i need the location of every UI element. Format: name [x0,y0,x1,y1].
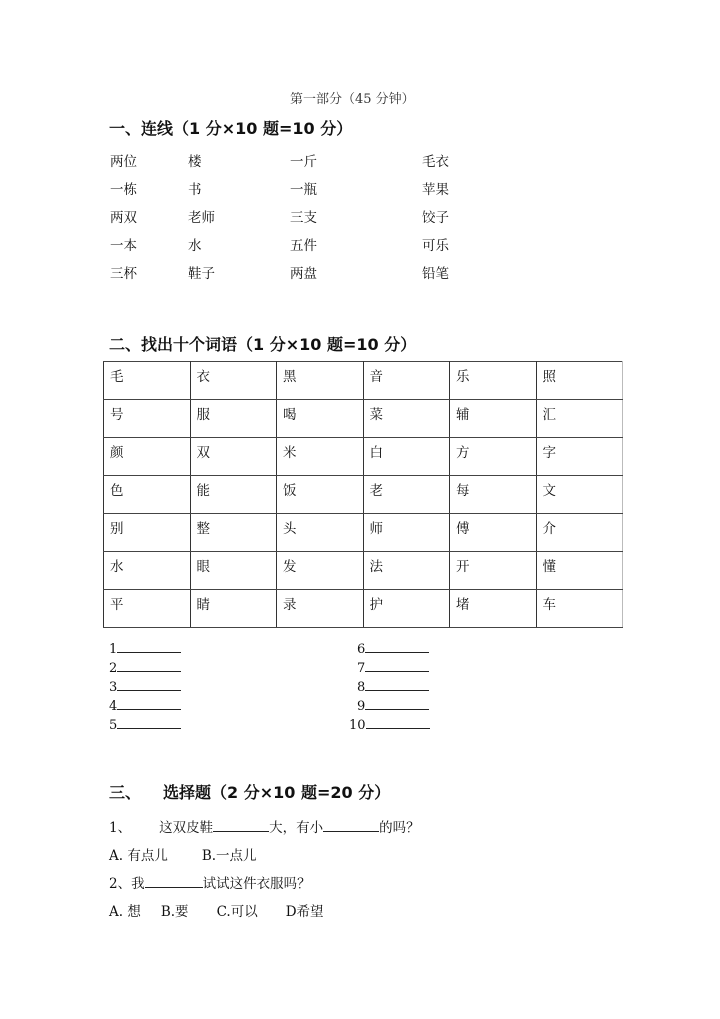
match-col4-item: 饺子 [422,210,449,226]
option-d[interactable]: D希望 [285,904,324,920]
section3-number: 三、 [109,783,142,802]
match-col4-item: 毛衣 [422,154,449,170]
section1-heading: 一、连线（1 分×10 题=10 分） [109,119,353,138]
section3-heading [109,780,390,803]
answer-line[interactable] [109,697,181,714]
answer-line[interactable] [357,697,429,714]
grid-cell: 每 [450,476,537,514]
grid-cell: 车 [536,590,623,628]
grid-row [104,590,623,628]
grid-cell: 双 [190,438,277,476]
answer-blank[interactable] [117,697,181,710]
answer-blank[interactable] [213,819,269,832]
match-col1-item: 两双 [110,210,137,226]
section3-title: 选择题（2 分×10 题=20 分） [163,783,391,802]
grid-cell: 号 [104,400,191,438]
grid-cell: 毛 [104,362,191,400]
answer-line[interactable] [357,640,429,657]
grid-cell: 水 [104,552,191,590]
grid-cell: 字 [536,438,623,476]
answer-blank[interactable] [366,716,430,729]
grid-cell: 眼 [190,552,277,590]
answer-number: 4 [109,699,118,714]
answer-blank[interactable] [117,640,181,653]
grid-cell: 头 [277,514,364,552]
answer-blank[interactable] [323,819,379,832]
grid-cell: 睛 [190,590,277,628]
grid-cell: 护 [363,590,450,628]
grid-cell: 堵 [450,590,537,628]
answer-blank[interactable] [365,659,429,672]
answer-blank[interactable] [117,659,181,672]
grid-row [104,476,623,514]
grid-cell: 汇 [536,400,623,438]
grid-cell: 介 [536,514,623,552]
match-col1-item: 两位 [110,154,137,170]
match-col4-item: 苹果 [422,182,449,198]
answer-number: 2 [109,661,118,676]
match-col4-item: 可乐 [422,238,449,254]
match-col2-item: 水 [188,238,202,254]
grid-cell: 黑 [277,362,364,400]
answer-line[interactable] [357,659,429,676]
grid-cell: 录 [277,590,364,628]
match-col3-item: 一斤 [290,154,317,170]
section2-heading: 二、找出十个词语（1 分×10 题=10 分） [109,335,417,354]
grid-cell: 能 [190,476,277,514]
answer-line[interactable] [109,716,181,733]
question-2 [109,872,311,892]
match-col3-item: 一瓶 [290,182,317,198]
answer-number: 8 [357,680,366,695]
grid-cell: 傅 [450,514,537,552]
answer-blank[interactable] [117,716,181,729]
grid-cell: 文 [536,476,623,514]
answer-blank[interactable] [365,678,429,691]
grid-cell: 发 [277,552,364,590]
match-col1-item: 一栋 [110,182,137,198]
grid-cell: 颜 [104,438,191,476]
answer-number: 9 [357,699,366,714]
grid-row [104,438,623,476]
match-col2-item: 楼 [188,154,202,170]
answer-blank[interactable] [365,640,429,653]
grid-row [104,552,623,590]
grid-cell: 衣 [190,362,277,400]
grid-cell: 懂 [536,552,623,590]
answer-line[interactable] [109,640,181,657]
grid-cell: 服 [190,400,277,438]
match-col2-item: 老师 [188,210,215,226]
grid-row [104,400,623,438]
answer-line[interactable] [349,716,430,733]
question-1 [109,816,420,836]
answer-line[interactable] [109,678,181,695]
match-col1-item: 三杯 [110,266,137,282]
match-col1-item: 一本 [110,238,137,254]
grid-cell: 开 [450,552,537,590]
grid-cell: 方 [450,438,537,476]
answer-number: 5 [109,718,118,733]
question-text: 这双皮鞋 [159,820,214,836]
question-text: 试试这件衣服吗？ [202,876,311,892]
match-col2-item: 鞋子 [188,266,215,282]
answer-blank[interactable] [365,697,429,710]
grid-cell: 菜 [363,400,450,438]
answer-blank[interactable] [117,678,181,691]
match-col3-item: 五件 [290,238,317,254]
answer-number: 1 [109,642,118,657]
grid-cell: 饭 [277,476,364,514]
grid-cell: 整 [190,514,277,552]
grid-cell: 乐 [450,362,537,400]
question-number: 2、我 [109,876,145,892]
grid-cell: 辅 [450,400,537,438]
question-1-options [109,844,257,864]
grid-cell: 老 [363,476,450,514]
match-col2-item: 书 [188,182,202,198]
question-2-options [109,900,324,920]
grid-cell: 音 [363,362,450,400]
option-a[interactable]: A. 想 [109,904,141,920]
option-a[interactable]: A. 有点儿 [109,848,168,864]
answer-line[interactable] [357,678,429,695]
answer-number: 3 [109,680,118,695]
grid-cell: 别 [104,514,191,552]
grid-cell: 白 [363,438,450,476]
answer-blank[interactable] [145,875,203,888]
part-title: 第一部分（45 分钟） [290,92,415,107]
option-b[interactable]: B.一点儿 [201,848,257,864]
grid-cell: 喝 [277,400,364,438]
option-c[interactable]: C.可以 [216,904,258,920]
match-col3-item: 三支 [290,210,317,226]
match-col3-item: 两盘 [290,266,317,282]
answer-number: 7 [357,661,366,676]
question-text: 的吗？ [379,820,420,836]
grid-cell: 色 [104,476,191,514]
grid-cell: 照 [536,362,623,400]
grid-cell: 米 [277,438,364,476]
question-text: 大，有小 [269,820,324,836]
grid-cell: 师 [363,514,450,552]
answer-line[interactable] [109,659,181,676]
option-b[interactable]: B.要 [160,904,189,920]
answer-number: 10 [349,718,366,733]
grid-row [104,362,623,400]
grid-cell: 法 [363,552,450,590]
answer-number: 6 [357,642,366,657]
grid-cell: 平 [104,590,191,628]
character-grid [103,361,623,628]
grid-row [104,514,623,552]
question-number: 1、 [109,820,132,836]
match-col4-item: 铅笔 [422,266,449,282]
